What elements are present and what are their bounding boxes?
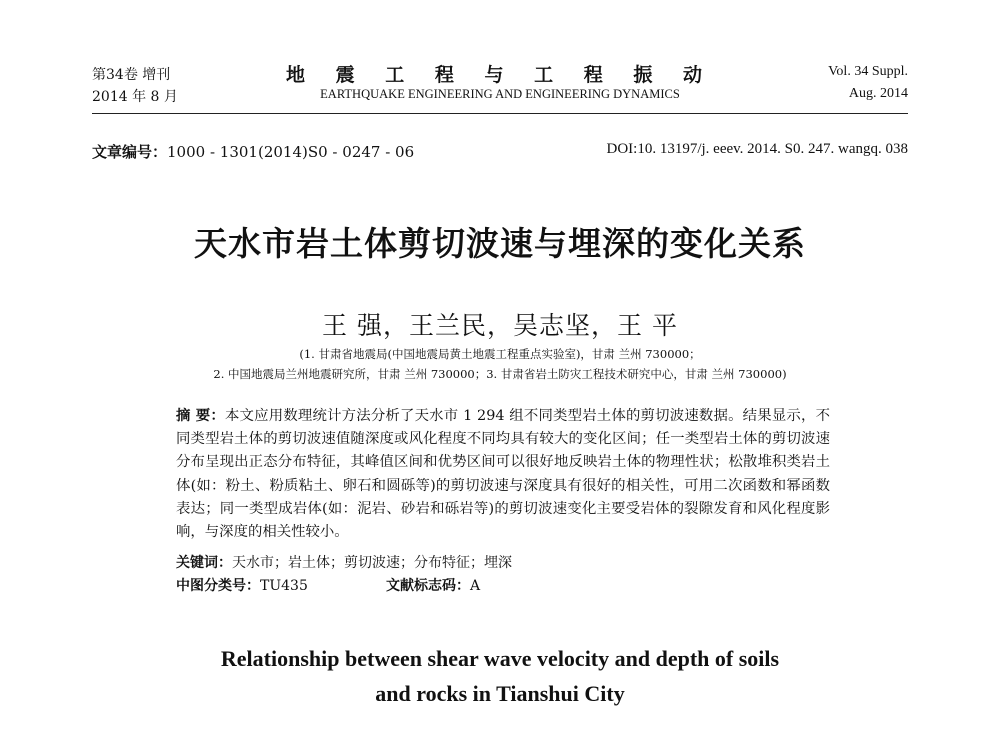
document-code xyxy=(386,575,480,595)
header-divider xyxy=(92,113,908,114)
keywords-text: 天水市；岩土体；剪切波速；分布特征；埋深 xyxy=(232,555,512,571)
journal-name-cn: 地 震 工 程 与 工 程 振 动 xyxy=(286,64,714,86)
keywords xyxy=(176,552,512,572)
classification-number xyxy=(176,575,308,595)
english-title-line-2: and rocks in Tianshui City xyxy=(375,681,625,706)
abstract xyxy=(176,405,830,544)
doi: DOI:10. 13197/j. eeev. 2014. S0. 247. wangq. 038 xyxy=(606,141,908,157)
paper-title: 天水市岩土体剪切波速与埋深的变化关系 xyxy=(194,224,806,263)
article-number xyxy=(92,141,414,162)
volume-en: Vol. 34 Suppl. xyxy=(828,64,908,79)
document-code-value: A xyxy=(470,578,481,594)
affiliation-line-2: 2. 中国地震局兰州地震研究所，甘肃 兰州 730000；3. 甘肃省岩土防灾工程技术研究中心，甘肃 兰州 730000) xyxy=(213,367,787,381)
affiliation-line-1: (1. 甘肃省地震局(中国地震局黄土地震工程重点实验室)，甘肃 兰州 730000； xyxy=(299,347,701,361)
publication-date-en: Aug. 2014 xyxy=(848,86,908,101)
article-number-value: 1000 - 1301(2014)S0 - 0247 - 06 xyxy=(167,143,415,161)
classification-value: TU435 xyxy=(260,578,308,594)
classification-label: 中图分类号： xyxy=(176,578,260,594)
abstract-text: 本文应用数理统计方法分析了天水市 1 294 组不同类型岩土体的剪切波速数据。结果显示，不同类型岩土体的剪切波速值随深度或风化程度不同均具有较大的变化区间；任一类型岩土体的剪切波速分布呈现出正态分布特征，其峰值区间和优势区间可以很好地反映岩土体的物理性状；松散堆积类岩土体(如：粉土、粉质粘土、卵石和圆砾等)的剪切波速与深度具有很好的相关性，可用二次函数和幂函数表达；同一类型成岩体(如：泥岩、砂岩和砾岩等)的剪切波速变化主要受岩体的裂隙发育和风化程度影响，与深度的相关性较小。 xyxy=(176,408,830,541)
article-number-label: 文章编号： xyxy=(92,143,168,161)
abstract-label: 摘 要： xyxy=(176,408,225,424)
document-code-label: 文献标志码： xyxy=(386,578,470,594)
english-title-line-1: Relationship between shear wave velocity and depth of soils xyxy=(220,646,780,671)
journal-name-en: EARTHQUAKE ENGINEERING AND ENGINEERING DYNAMICS xyxy=(320,87,680,101)
volume-issue: 第34卷 增刊 xyxy=(92,67,171,83)
keywords-label: 关键词： xyxy=(176,555,232,571)
author-list: 王 强，王兰民，吴志坚，王 平 xyxy=(322,311,678,340)
publication-date-cn: 2014 年 8 月 xyxy=(92,89,178,105)
